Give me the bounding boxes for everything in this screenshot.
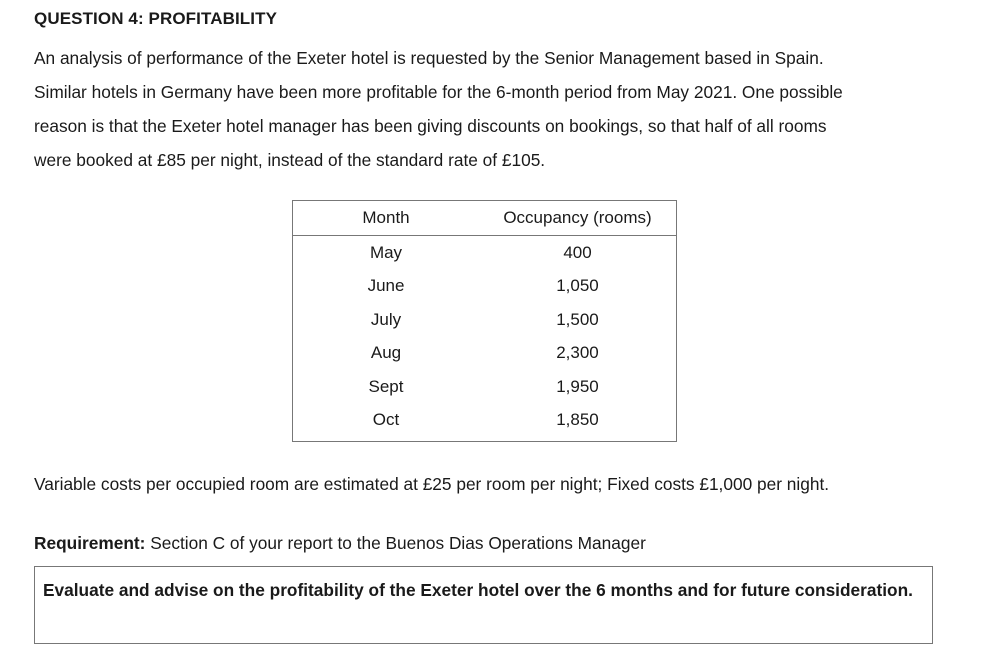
month-cell: Aug [370, 343, 402, 363]
month-cell: Oct [372, 410, 400, 430]
table-row [293, 404, 677, 442]
table-row [293, 337, 677, 371]
occupancy-cell: 1,850 [556, 410, 599, 430]
occupancy-column-header: Occupancy (rooms) [479, 201, 677, 236]
occupancy-cell: 1,950 [556, 376, 599, 396]
occupancy-cell: 1,500 [556, 309, 599, 329]
occupancy-cell: 1,050 [556, 276, 599, 296]
month-cell: June [367, 276, 405, 296]
requirement-label: Requirement: [34, 533, 146, 553]
table-row [293, 270, 677, 304]
month-cell: May [369, 242, 403, 262]
month-cell: Sept [368, 376, 404, 396]
table-row [293, 303, 677, 337]
requirement-text: Section C of your report to the Buenos Dias Operations Manager [145, 533, 646, 553]
requirement-line [34, 533, 646, 554]
question-heading: QUESTION 4: PROFITABILITY [34, 9, 278, 28]
intro-line: were booked at £85 per night, instead of the standard rate of £105. [34, 150, 546, 170]
intro-line: reason is that the Exeter hotel manager has been giving discounts on bookings, so that half of all rooms [34, 116, 827, 136]
intro-line: An analysis of performance of the Exeter hotel is requested by the Senior Management based in Spain. [34, 48, 824, 68]
occupancy-cell: 2,300 [556, 343, 599, 363]
variable-costs-text: Variable costs per occupied room are estimated at £25 per room per night; Fixed costs £1,000 per night. [34, 474, 830, 494]
month-cell: July [370, 309, 402, 329]
table-header-row [293, 201, 677, 236]
table-row [293, 370, 677, 404]
intro-paragraph [34, 41, 949, 177]
occupancy-table [292, 200, 677, 442]
table-row [293, 236, 677, 270]
intro-line: Similar hotels in Germany have been more profitable for the 6-month period from May 2021. One possible [34, 82, 843, 102]
occupancy-cell: 400 [563, 242, 592, 262]
month-column-header: Month [293, 201, 480, 236]
task-box: Evaluate and advise on the profitability of the Exeter hotel over the 6 months and for future consideration. [34, 566, 933, 644]
